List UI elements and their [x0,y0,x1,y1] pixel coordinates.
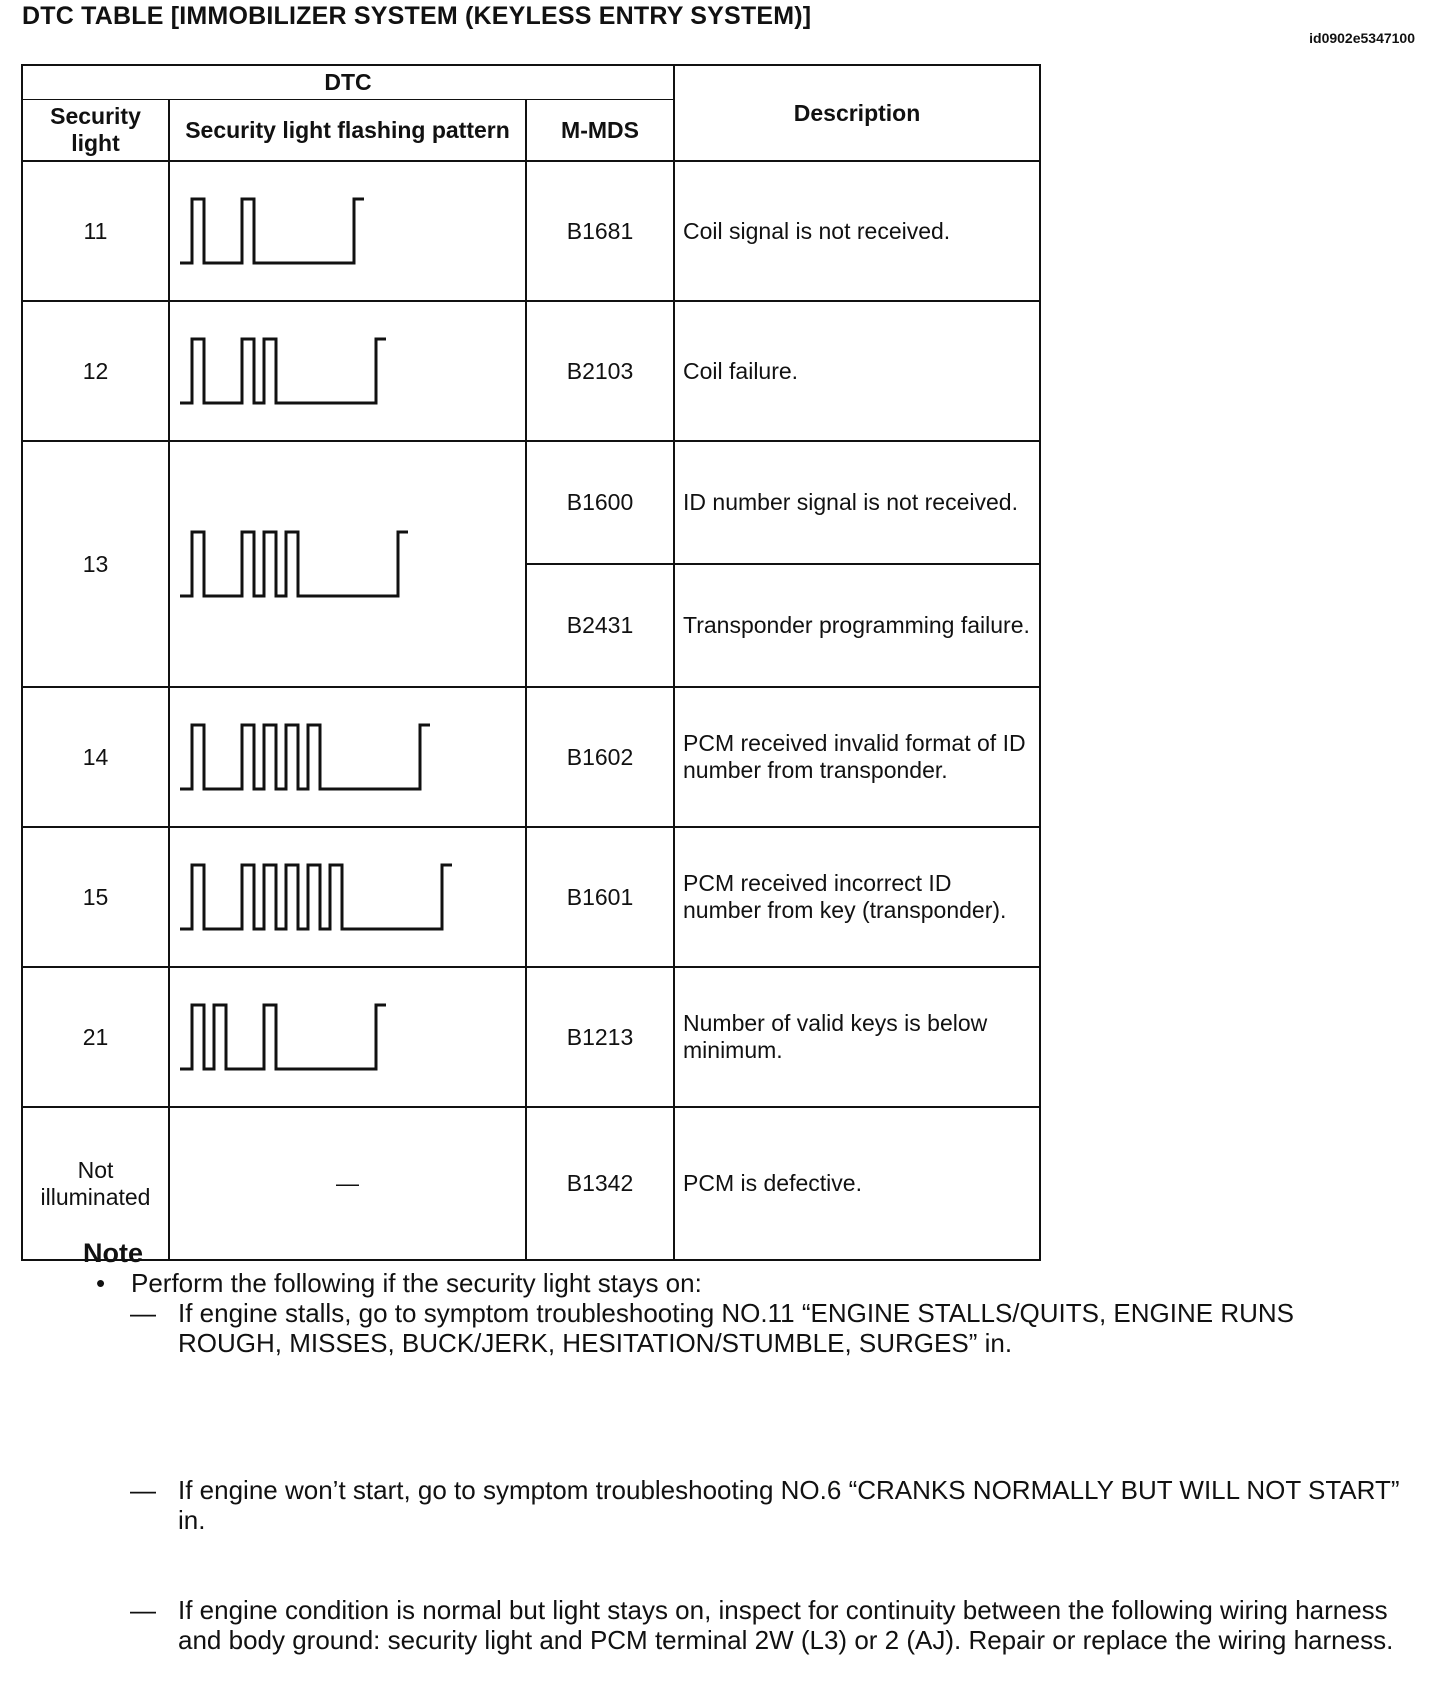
note-item [83,1475,1403,1535]
waveform-line [180,725,430,789]
description: Transponder programming failure. [674,564,1040,687]
table-row [22,441,1040,564]
note-item [83,1298,1403,1358]
note-item-text: If engine stalls, go to symptom troubleshooting NO.11 “ENGINE STALLS/QUITS, ENGINE RUNS ROUGH, MISSES, BUCK/JERK, HESITATION/STUMBLE, SURGES” in. [178,1298,1295,1358]
header-dtc: DTC [22,65,674,100]
description: Coil failure. [674,301,1040,441]
table-row [22,301,1040,441]
flashing-pattern-waveform [178,717,434,797]
note-bullet [83,1268,1403,1298]
table-row [22,827,1040,967]
flashing-pattern [169,301,526,441]
bullet-icon: • [96,1268,106,1298]
flashing-pattern [169,827,526,967]
header-description: Description [674,65,1040,161]
waveform-line [180,339,386,403]
security-light-code: 12 [22,301,169,441]
flashing-pattern-waveform [178,331,390,411]
mmds-code: B1600 [526,441,674,564]
dash-icon: — [130,1475,156,1505]
note-section [83,1238,1403,1655]
description: PCM received invalid format of ID number from transponder. [674,687,1040,827]
mmds-code: B1213 [526,967,674,1107]
security-light-code: 14 [22,687,169,827]
note-item-text: If engine condition is normal but light stays on, inspect for continuity between the following wiring harness and body ground: security light and PCM terminal 2W (L3) or 2 (AJ). Repair or replace the wiring harness. [178,1595,1394,1655]
security-light-code: 21 [22,967,169,1107]
description: ID number signal is not received. [674,441,1040,564]
table-row [22,967,1040,1107]
note-bullet-text: Perform the following if the security light stays on: [131,1268,702,1298]
mmds-code: B2103 [526,301,674,441]
mmds-code: B1601 [526,827,674,967]
note-title: Note [83,1238,143,1268]
mmds-code: B2431 [526,564,674,687]
header-security-light: Security light [22,100,169,162]
mmds-code: B1342 [526,1107,674,1260]
flashing-pattern-waveform [178,524,412,604]
flashing-pattern [169,441,526,687]
document-id: id0902e5347100 [1309,30,1415,46]
mmds-code: B1681 [526,161,674,301]
description: PCM is defective. [674,1107,1040,1260]
flashing-pattern [169,161,526,301]
note-item [83,1595,1403,1655]
table-row [22,687,1040,827]
flashing-pattern-waveform [178,191,368,271]
description: Coil signal is not received. [674,161,1040,301]
flashing-pattern-waveform [178,857,456,937]
header-mmds: M-MDS [526,100,674,162]
mmds-code: B1602 [526,687,674,827]
security-light-code: Not illuminated [22,1107,169,1260]
description: PCM received incorrect ID number from key (transponder). [674,827,1040,967]
flashing-pattern-none: — [169,1107,526,1260]
description: Number of valid keys is below minimum. [674,967,1040,1107]
flashing-pattern [169,687,526,827]
dash-icon: — [130,1595,156,1625]
header-flashing-pattern: Security light flashing pattern [169,100,526,162]
security-light-code: 11 [22,161,169,301]
note-item-text: If engine won’t start, go to symptom troubleshooting NO.6 “CRANKS NORMALLY BUT WILL NOT START” in. [178,1475,1400,1535]
waveform-line [180,532,408,596]
table-row [22,161,1040,301]
dash-icon: — [130,1298,156,1328]
flashing-pattern [169,967,526,1107]
security-light-code: 13 [22,441,169,687]
security-light-code: 15 [22,827,169,967]
waveform-line [180,199,364,263]
dtc-table [21,64,1041,1261]
flashing-pattern-waveform [178,997,390,1077]
page-title: DTC TABLE [IMMOBILIZER SYSTEM (KEYLESS ENTRY SYSTEM)] [22,2,812,30]
waveform-line [180,1005,386,1069]
waveform-line [180,865,452,929]
